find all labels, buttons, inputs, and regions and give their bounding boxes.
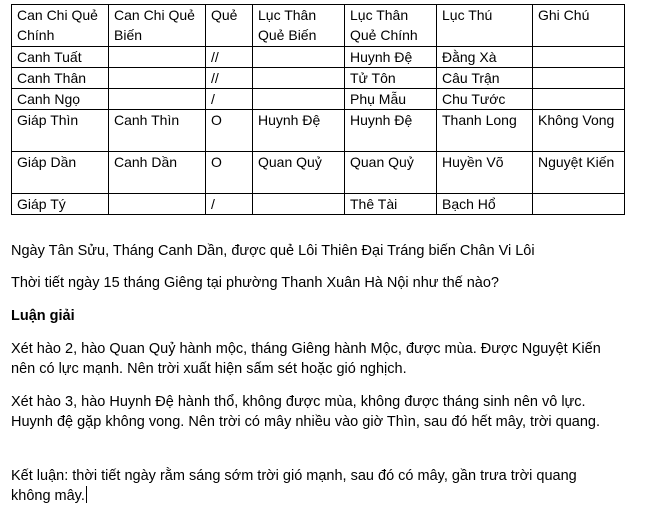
conclusion-paragraph[interactable] bbox=[11, 466, 611, 506]
table-cell: Canh Ngọ bbox=[12, 89, 109, 110]
table-cell: Canh Tuất bbox=[12, 47, 109, 68]
table-cell: Quan Quỷ bbox=[345, 152, 437, 194]
conclusion-text: Kết luận: thời tiết ngày rằm sáng sớm trời gió mạnh, sau đó có mây, gần trưa trời quang không mây. bbox=[11, 468, 577, 504]
table-cell: Canh Thân bbox=[12, 68, 109, 89]
table-cell: // bbox=[206, 68, 253, 89]
table-cell: Giáp Dần bbox=[12, 152, 109, 194]
table-cell: O bbox=[206, 110, 253, 152]
table-cell: O bbox=[206, 152, 253, 194]
table-cell bbox=[109, 47, 206, 68]
table-cell bbox=[109, 194, 206, 215]
table-row bbox=[12, 68, 625, 89]
table-cell: Thê Tài bbox=[345, 194, 437, 215]
table-cell: Bạch Hổ bbox=[437, 194, 533, 215]
table-cell: Giáp Thìn bbox=[12, 110, 109, 152]
question-line: Thời tiết ngày 15 tháng Giêng tại phường Thanh Xuân Hà Nội như thế nào? bbox=[11, 275, 499, 291]
table-cell: Đằng Xà bbox=[437, 47, 533, 68]
table-cell: Canh Thìn bbox=[109, 110, 206, 152]
header-luc-than-que-bien: Lục Thân Quẻ Biến bbox=[253, 5, 345, 47]
table-cell: Thanh Long bbox=[437, 110, 533, 152]
analysis-paragraph-1: Xét hào 2, hào Quan Quỷ hành mộc, tháng Giêng hành Mộc, được mùa. Được Nguyệt Kiến nên có lực mạnh. Nên trời xuất hiện sấm sét hoặc gió nghịch. bbox=[11, 341, 601, 377]
table-cell bbox=[253, 194, 345, 215]
header-can-chi-que-bien: Can Chi Quẻ Biến bbox=[109, 5, 206, 47]
header-luc-than-que-chinh: Lục Thân Quẻ Chính bbox=[345, 5, 437, 47]
table-row bbox=[12, 152, 625, 194]
table-cell: Huynh Đệ bbox=[253, 110, 345, 152]
table-cell bbox=[253, 47, 345, 68]
table-row bbox=[12, 110, 625, 152]
analysis-paragraph-2: Xét hào 3, hào Huynh Đệ hành thổ, không được mùa, không được tháng sinh nên vô lực. Huynh đệ gặp không vong. Nên trời có mây nhiều vào giờ Thìn, sau đó hết mây, trời quang. bbox=[11, 394, 600, 430]
table-cell: Giáp Tý bbox=[12, 194, 109, 215]
header-can-chi-que-chinh: Can Chi Quẻ Chính bbox=[12, 5, 109, 47]
table-cell bbox=[109, 68, 206, 89]
table-row bbox=[12, 89, 625, 110]
table-cell: Tử Tôn bbox=[345, 68, 437, 89]
table-cell bbox=[533, 47, 625, 68]
table-row bbox=[12, 194, 625, 215]
table-cell: / bbox=[206, 89, 253, 110]
header-que: Quẻ bbox=[206, 5, 253, 47]
table-cell bbox=[109, 89, 206, 110]
date-line: Ngày Tân Sửu, Tháng Canh Dần, được quẻ Lôi Thiên Đại Tráng biến Chân Vi Lôi bbox=[11, 243, 535, 259]
table-cell: Chu Tước bbox=[437, 89, 533, 110]
table-cell bbox=[253, 89, 345, 110]
table-cell: // bbox=[206, 47, 253, 68]
table-cell bbox=[533, 194, 625, 215]
text-cursor bbox=[86, 486, 87, 503]
hexagram-table bbox=[11, 4, 625, 215]
table-header-row bbox=[12, 5, 625, 47]
table-cell: Câu Trận bbox=[437, 68, 533, 89]
table-cell: Quan Quỷ bbox=[253, 152, 345, 194]
table-cell bbox=[533, 68, 625, 89]
table-cell bbox=[533, 89, 625, 110]
table-cell: Nguyệt Kiến bbox=[533, 152, 625, 194]
table-cell: Phụ Mẫu bbox=[345, 89, 437, 110]
header-luc-thu: Lục Thú bbox=[437, 5, 533, 47]
table-cell: / bbox=[206, 194, 253, 215]
table-cell bbox=[253, 68, 345, 89]
table-row bbox=[12, 47, 625, 68]
table-cell: Huynh Đệ bbox=[345, 110, 437, 152]
table-cell: Không Vong bbox=[533, 110, 625, 152]
table-cell: Huynh Đệ bbox=[345, 47, 437, 68]
section-heading: Luận giải bbox=[11, 308, 75, 324]
header-ghi-chu: Ghi Chú bbox=[533, 5, 625, 47]
table-cell: Huyền Võ bbox=[437, 152, 533, 194]
table-cell: Canh Dần bbox=[109, 152, 206, 194]
